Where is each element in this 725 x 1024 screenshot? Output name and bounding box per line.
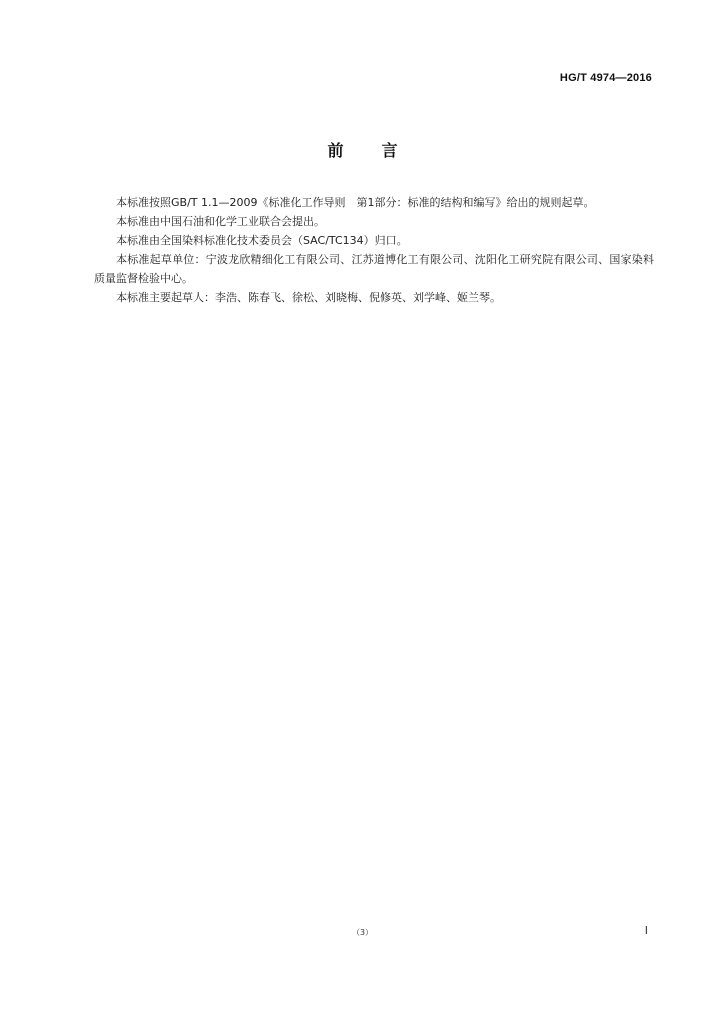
paragraph-drafting-rules: 本标准按照GB/T 1.1—2009《标准化工作导则 第1部分：标准的结构和编写》给出的规则起草。 [116,196,595,209]
page-number: I [644,924,648,937]
paragraph-main-drafters: 本标准主要起草人：李浩、陈春飞、徐松、刘晓梅、倪修英、刘学峰、姬兰琴。 [116,291,501,304]
paragraph-technical-committee: 本标准由全国染料标准化技术委员会（SAC/TC134）归口。 [116,234,408,247]
paragraph-drafting-units: 本标准起草单位：宁波龙欣精细化工有限公司、江苏道博化工有限公司、沈阳化工研究院有限公司、国家染料质量监督检验中心。 [94,253,654,285]
document-code: HG/T 4974—2016 [559,72,652,84]
title-char-1: 前 [327,141,344,160]
page-title [0,138,725,161]
paragraph-proposer: 本标准由中国石油和化学工业联合会提出。 [116,215,325,228]
title-char-2: 言 [381,141,398,160]
foreword-body [94,193,654,307]
footer-mark: （3） [351,928,374,937]
